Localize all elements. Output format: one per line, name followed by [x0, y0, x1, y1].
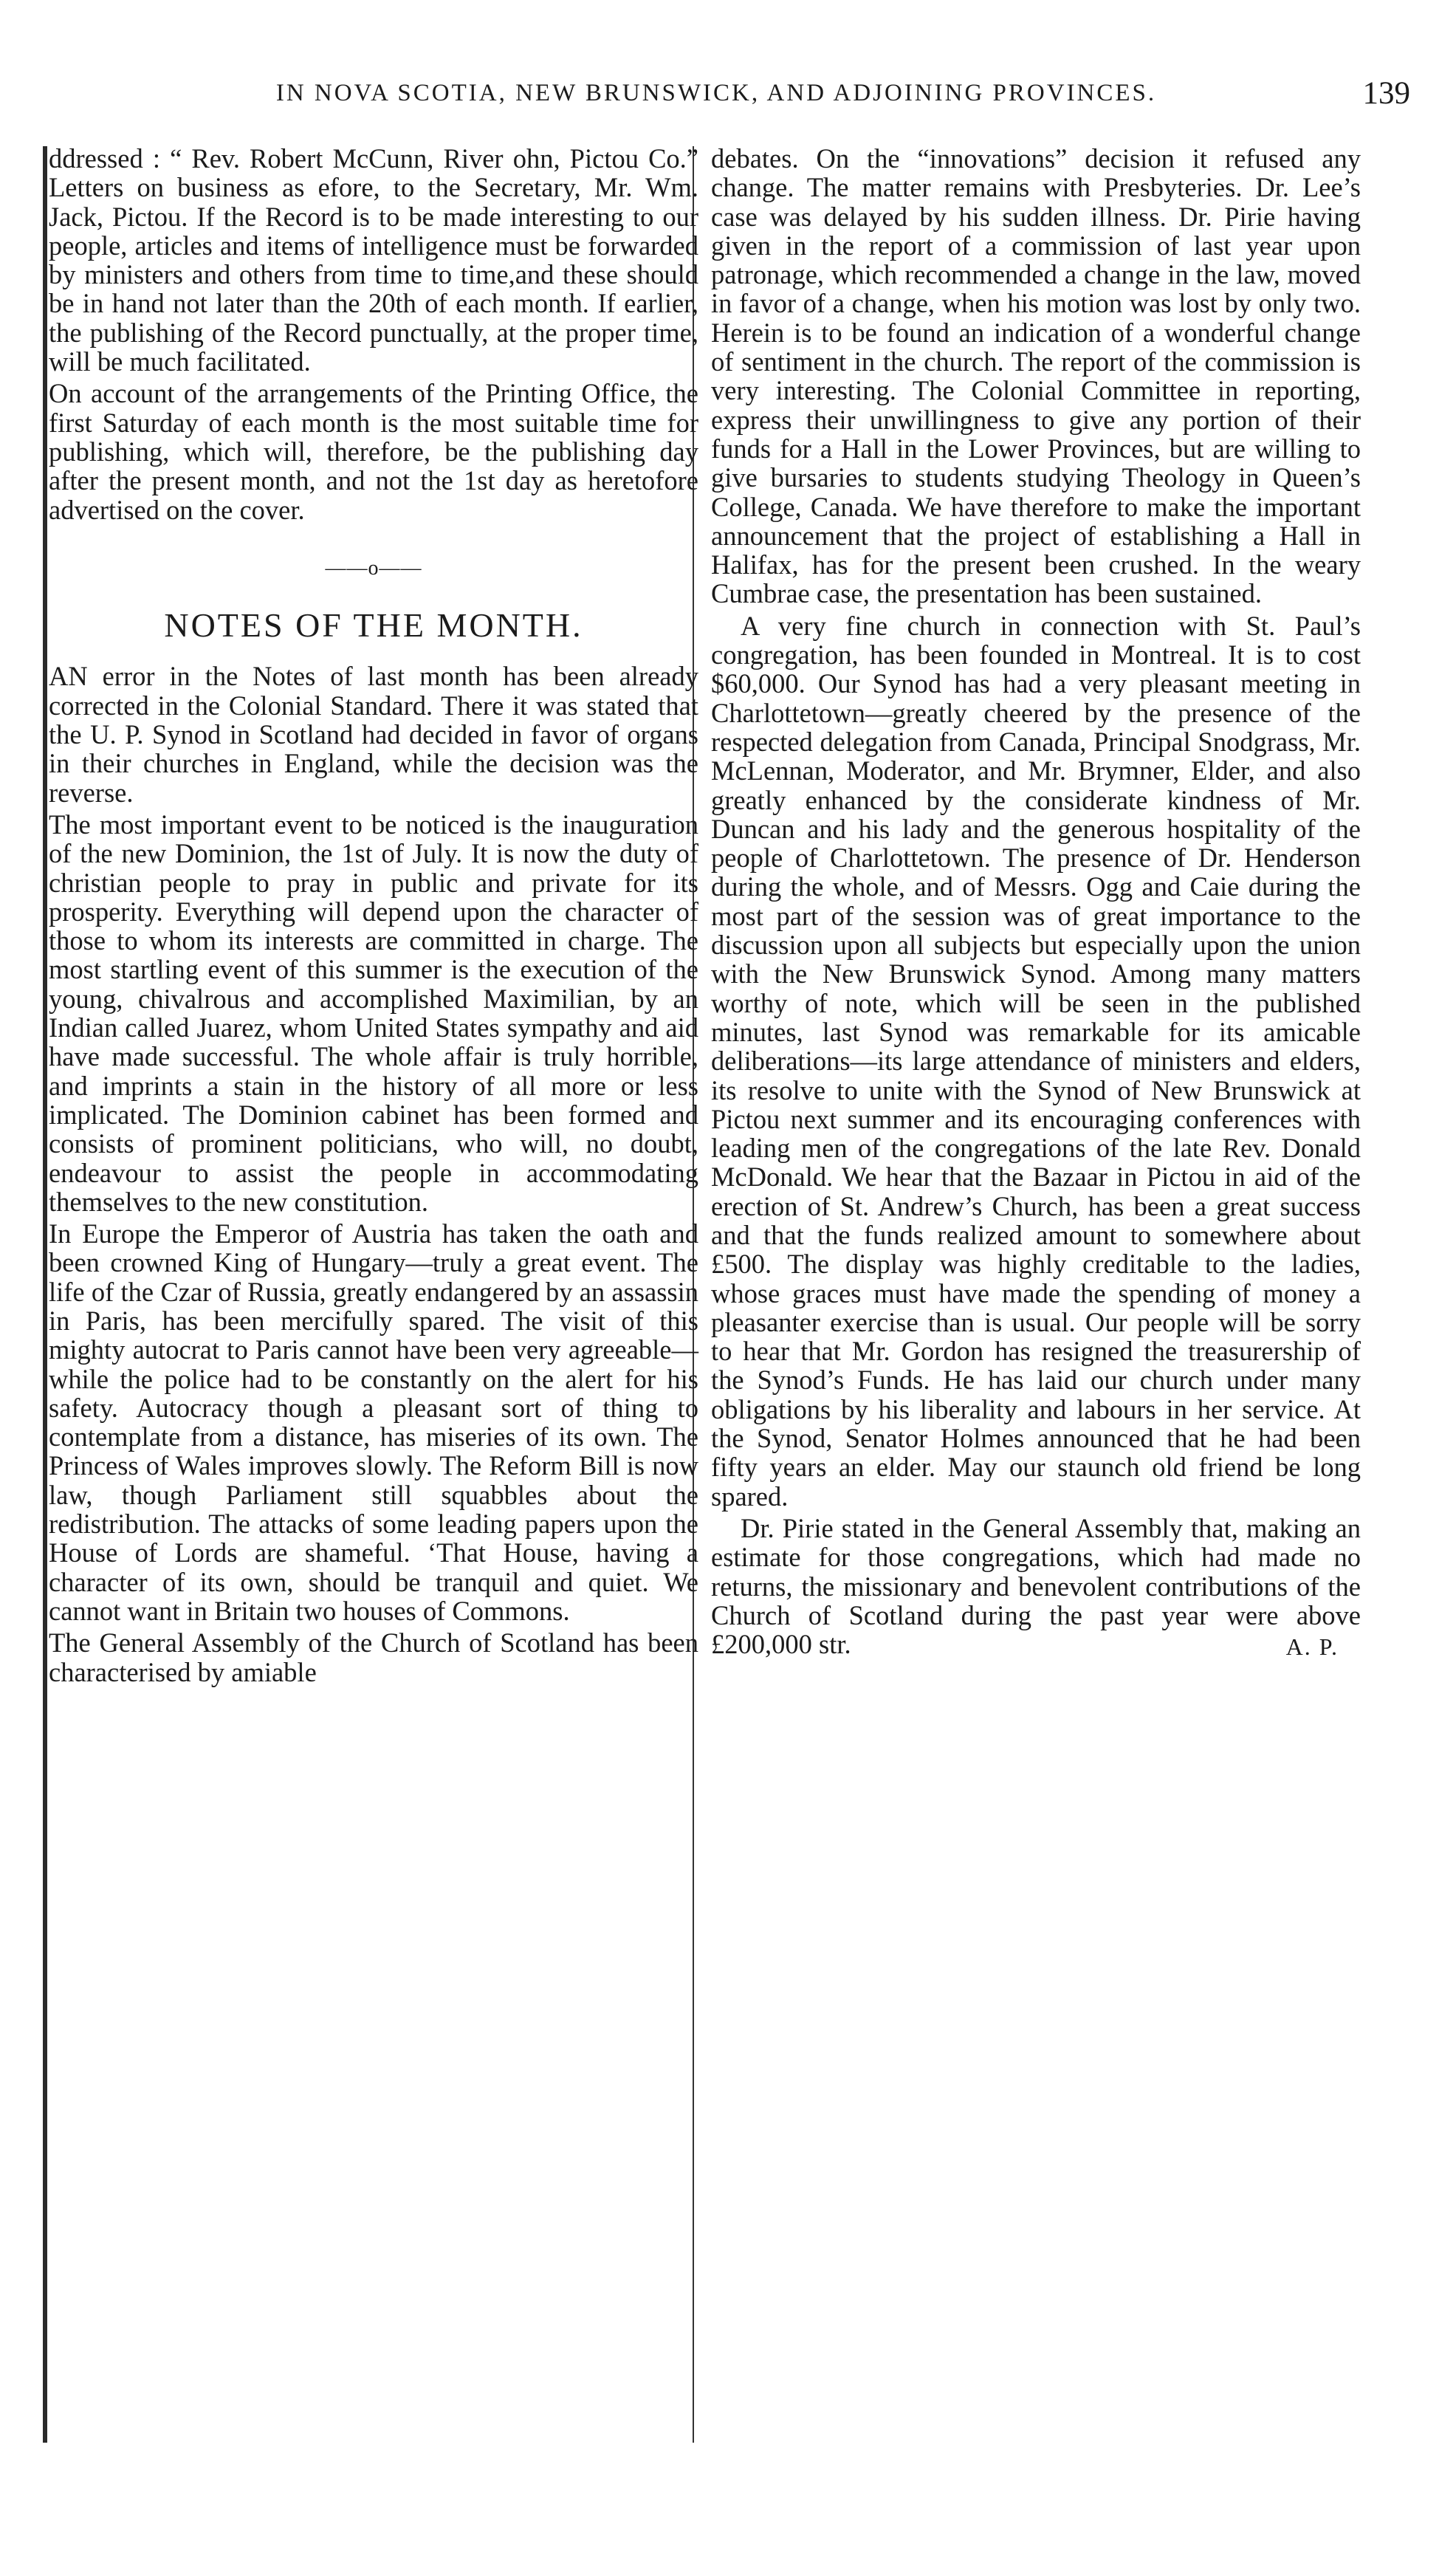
- notes-paragraph: Dr. Pirie stated in the General Assembly that, making an estimate for those congregations, which had made no returns, the missionary and benevolent contributions of the Church of Scotland during the past year were above £200,000 str.: [711, 1512, 1361, 1660]
- notes-paragraph: debates. On the “innovations” decision it refused any change. The matter remains with Presbyteries. Dr. Lee’s case was delayed by his sudden illness. Dr. Pirie having given in the report of a commission of last year upon patronage, which recommended a change in the law, moved in favor of a change, when his motion was lost by only two. Herein is to be found an indication of a wonderful change of sentiment in the church. The report of the commission is very interesting. The Colonial Committee in reporting, express their unwillingness to give any portion of their funds for a Hall in the Lower Provinces, but are willing to give bursaries to students studying Theology in Queen’s College, Canada. We have therefore to make the important announcement that the project of establishing a Hall in Halifax, has for the present been crushed. In the weary Cumbrae case, the presentation has been sustained.: [711, 143, 1361, 609]
- left-column: [49, 144, 698, 1689]
- section-title: NOTES OF THE MONTH.: [164, 606, 583, 645]
- left-margin-rule: [43, 146, 47, 2443]
- section-separator: ——o——: [325, 556, 422, 580]
- notice-paragraph: ddressed : “ Rev. Robert McCunn, River ohn, Pictou Co.” Letters on business as efore, to the Secretary, Mr. Wm. Jack, Pictou. If the Record is to be made interesting to our people, articles and items of intelligence must be forwarded by ministers and others from time to time,and these should be in hand not later than the 20th of each month. If earlier, the publishing of the Record punctually, at the proper time, will be much facilitated.: [49, 143, 698, 377]
- notes-paragraph: The General Assembly of the Church of Scotland has been characterised by amiable: [49, 1627, 698, 1687]
- notes-paragraph: A very fine church in connection with St. Paul’s congregation, has been founded in Montreal. It is to cost $60,000. Our Synod has had a very pleasant meeting in Charlottetown—greatly cheered by the presence of the respected delegation from Canada, Principal Snodgrass, Mr. McLennan, Moderator, and Mr. Brymner, Elder, and also greatly enhanced by the considerate kindness of Mr. Duncan and his lady and the generous hospitality of the people of Charlottetown. The presence of Dr. Henderson during the whole, and of Messrs. Ogg and Caie during the most part of the session was of great importance to the discussion upon all subjects but especially upon the union with the New Brunswick Synod. Among many matters worthy of note, which will be seen in the published minutes, last Synod was remarkable for its amicable deliberations—its large attendance of ministers and elders, its resolve to unite with the Synod of New Brunswick at Pictou next summer and its encouraging conferences with leading men of the congregations of the late Rev. Donald McDonald. We hear that the Bazaar in Pictou in aid of the erection of St. Andrew’s Church, has been a great success and that the funds realized amount to somewhere about £500. The display was highly creditable to the ladies, whose graces must have made the spending of money a pleasanter exercise than is usual. Our people will be sorry to hear that Mr. Gordon has resigned the treasurership of the Synod’s Funds. He has laid our church under many obligations by his liberality and labours in her service. At the Synod, Senator Holmes announced that he had been fifty years an elder. May our staunch old friend be long spared.: [711, 610, 1361, 1512]
- author-signature: A. P.: [1285, 1633, 1339, 1661]
- notes-paragraph: The most important event to be noticed is the inauguration of the new Dominion, the 1st of July. It is now the duty of christian people to pray in public and private for its prosperity. Everything will depend upon the character of those to whom its interests are committed in charge. The most startling event of this summer is the execution of the young, chivalrous and accomplished Maximilian, by an Indian called Juarez, whom United States sympathy and aid have made successful. The whole affair is truly horrible, and imprints a stain in the history of all more or less implicated. The Dominion cabinet has been formed and consists of prominent politicians, who will, no doubt, endeavour to assist the people in accommodating themselves to the new constitution.: [49, 809, 698, 1217]
- notes-paragraph: In Europe the Emperor of Austria has taken the oath and been crowned King of Hungary—truly a great event. The life of the Czar of Russia, greatly endangered by an assassin in Paris, has been mercifully spared. The visit of this mighty autocrat to Paris cannot have been very agreeable—while the police had to be constantly on the alert for his safety. Autocracy though a pleasant sort of thing to contemplate from a distance, has miseries of its own. The Princess of Wales improves slowly. The Reform Bill is now law, though Parliament still squabbles about the redistribution. The attacks of some leading papers upon the House of Lords are shameful. ‘That House, having a character of its own, should be tranquil and quiet. We cannot want in Britain two houses of Commons.: [49, 1218, 698, 1626]
- page-header: [185, 76, 1410, 124]
- right-column: [711, 144, 1361, 1662]
- notes-paragraph: AN error in the Notes of last month has been already corrected in the Colonial Standard. There it was stated that the U. P. Synod in Scotland had decided in favor of organs in their churches in England, while the decision was the reverse.: [49, 661, 698, 808]
- page-number: 139: [1362, 76, 1410, 111]
- notice-paragraph: On account of the arrangements of the Printing Office, the first Saturday of each month is the most suitable time for publishing, which will, therefore, be the publishing day after the present month, and not the 1st day as heretofore advertised on the cover.: [49, 378, 698, 525]
- running-head: IN NOVA SCOTIA, NEW BRUNSWICK, AND ADJOINING PROVINCES.: [275, 80, 1157, 106]
